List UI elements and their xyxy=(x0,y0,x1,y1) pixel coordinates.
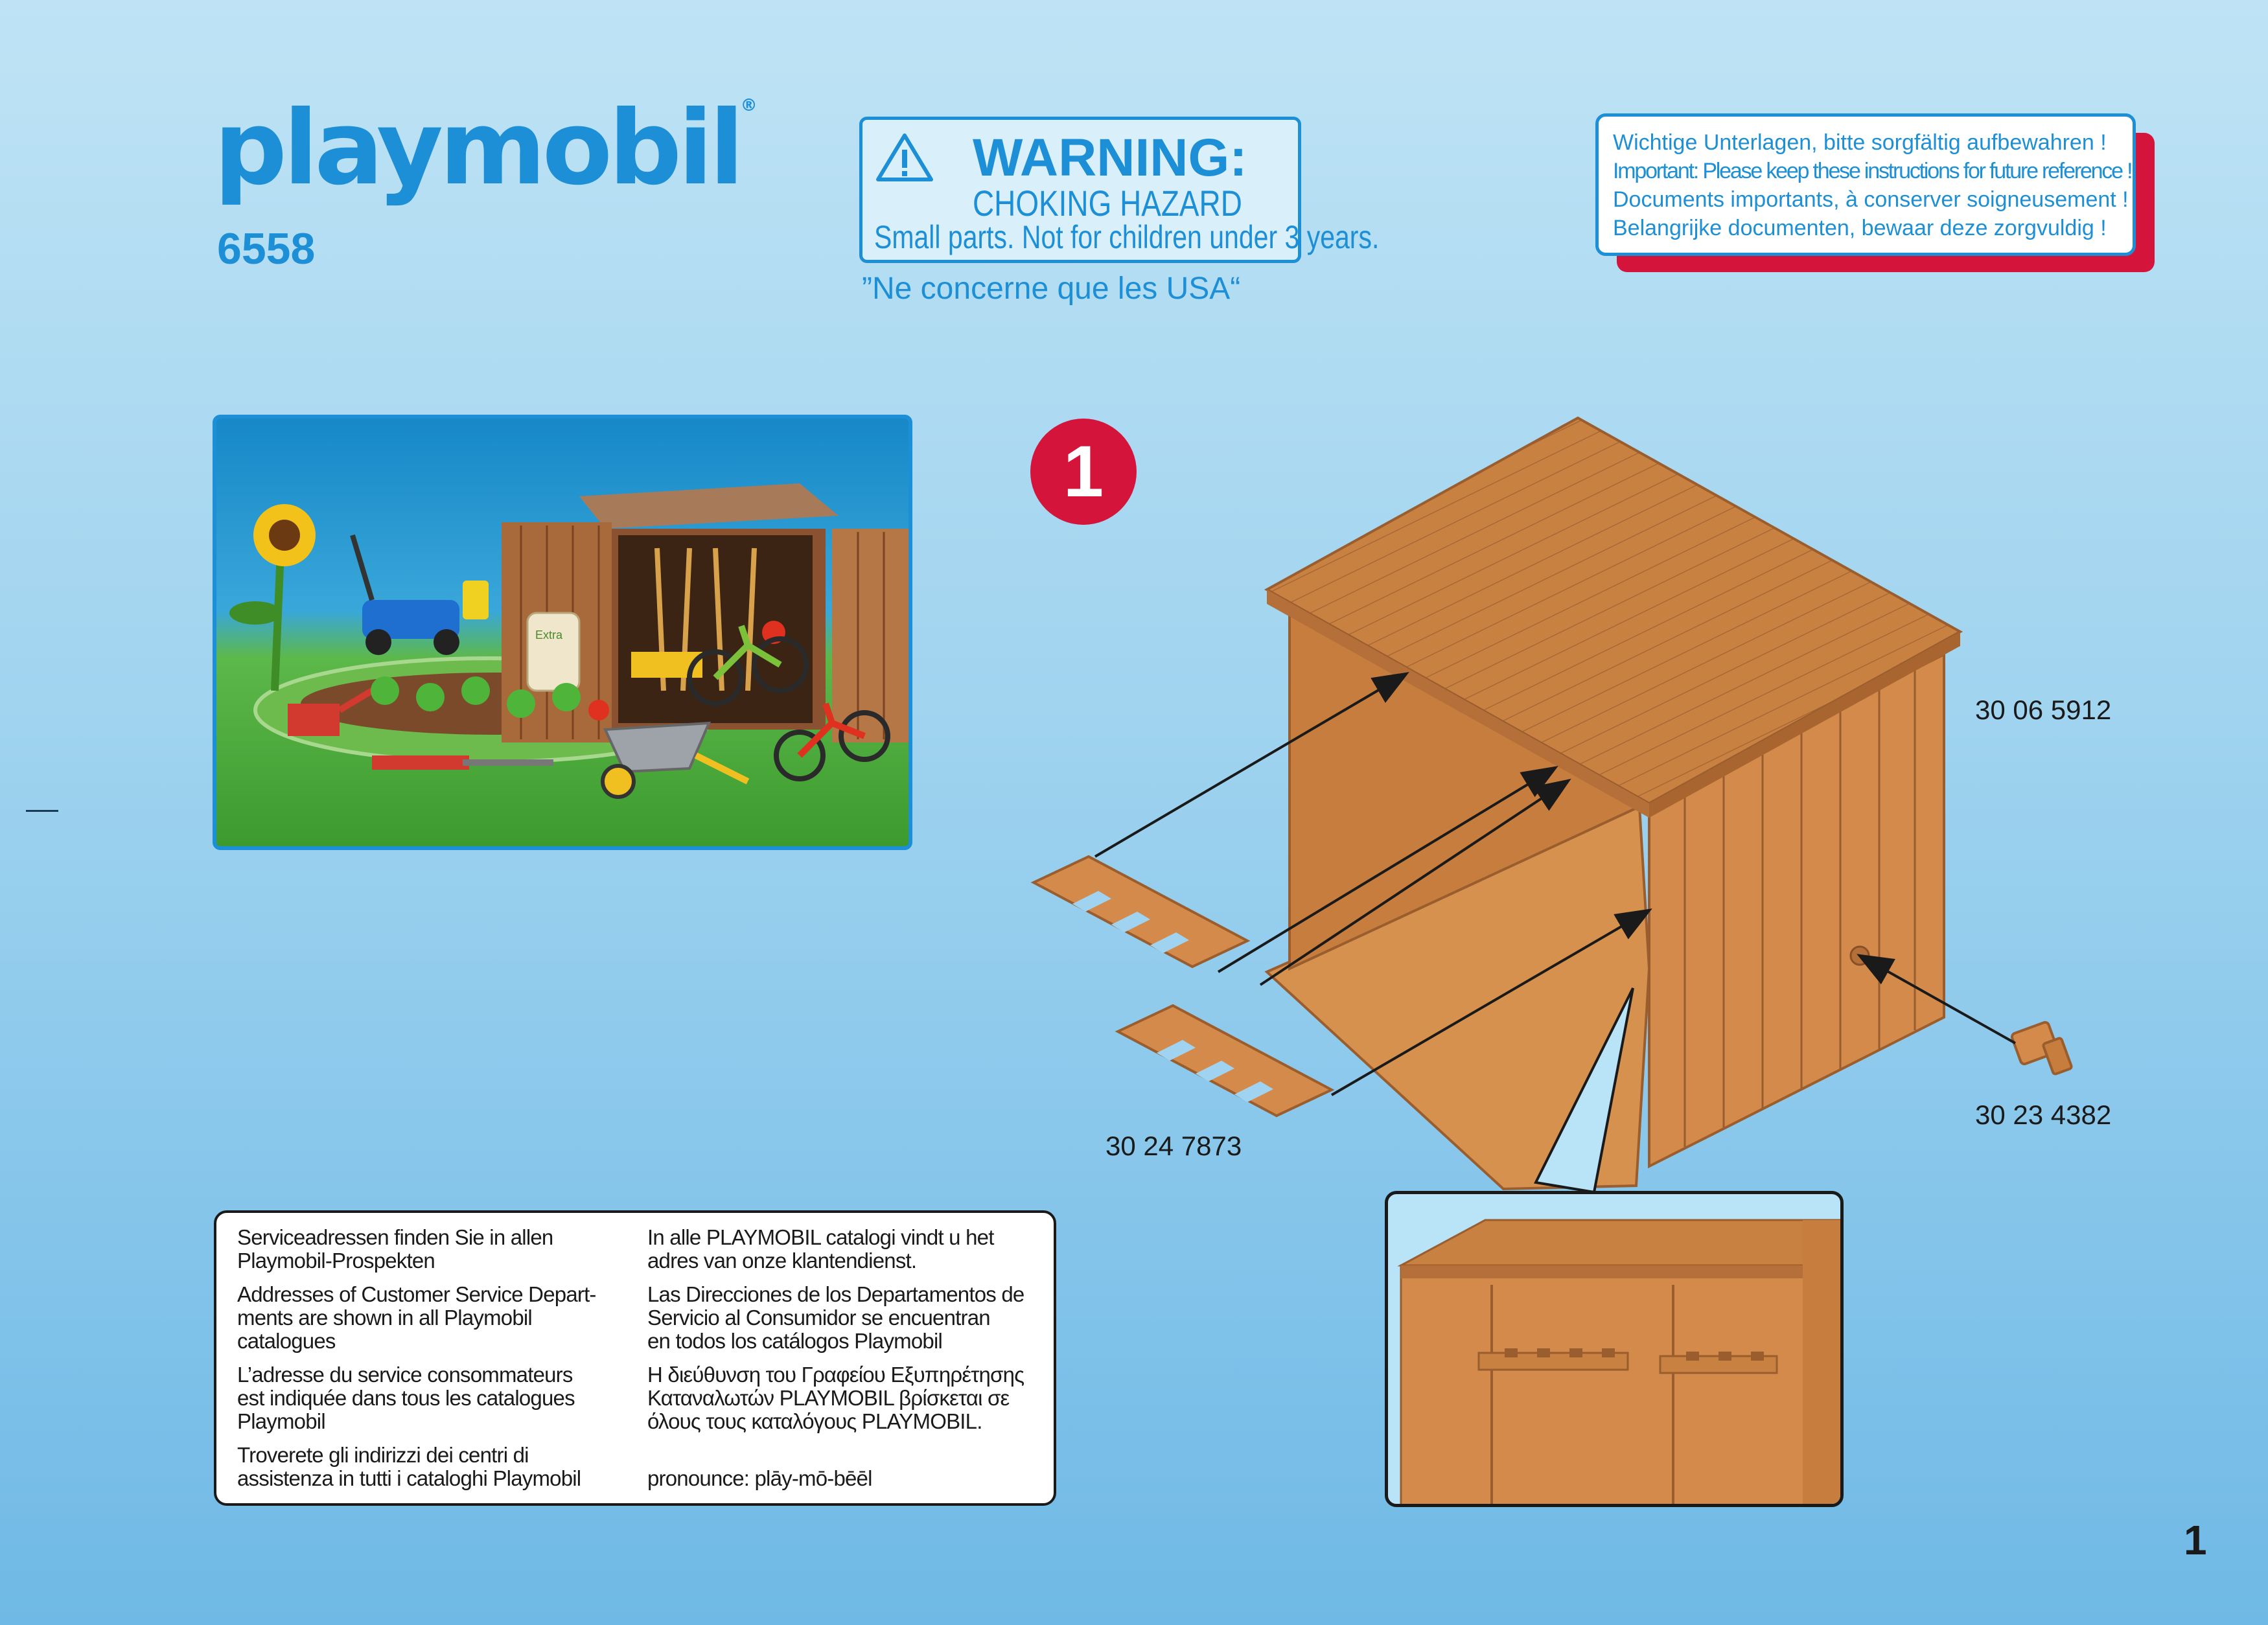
service-de xyxy=(237,1226,553,1273)
wall-clip-part xyxy=(2011,1021,2072,1074)
choking-hazard-text: CHOKING HAZARD xyxy=(973,183,1242,224)
service-es xyxy=(647,1283,1024,1353)
service-el xyxy=(647,1363,1024,1433)
detail-inset-drawing xyxy=(1388,1194,1840,1504)
service-fr-line3: Playmobil xyxy=(237,1409,325,1433)
docs-line-de: Wichtige Unterlagen, bitte sorgfältig aufbewahren ! xyxy=(1613,130,2107,155)
detail-inset xyxy=(1385,1191,1844,1507)
page-number: 1 xyxy=(2184,1517,2207,1563)
tool-rack-top xyxy=(1034,857,1247,967)
step-number-badge: 1 xyxy=(1030,419,1137,525)
customer-service-box xyxy=(214,1210,1056,1506)
docs-line-en: Important: Please keep these instructions for future reference ! xyxy=(1613,159,2132,183)
warning-title: WARNING: xyxy=(973,128,1247,187)
service-en-line1: Addresses of Customer Service Depart- xyxy=(237,1282,596,1306)
service-nl xyxy=(647,1226,994,1273)
service-nl-line1: In alle PLAYMOBIL catalogi vindt u het xyxy=(647,1225,994,1249)
service-el-line1: Η διεύθυνση του Γραφείου Εξυπηρέτησης xyxy=(647,1363,1024,1387)
service-fr xyxy=(237,1363,575,1433)
part-number-roof: 30 06 5912 xyxy=(1975,695,2112,725)
pronunciation: pronounce: plāy-mō-bēēl xyxy=(647,1466,872,1490)
service-en-line3: catalogues xyxy=(237,1329,336,1353)
service-es-line1: Las Direcciones de los Departamentos de xyxy=(647,1282,1024,1306)
docs-line-fr: Documents importants, à conserver soigneusement ! xyxy=(1613,187,2129,212)
service-el-line3: όλους τους καταλόγους PLAYMOBIL. xyxy=(647,1409,982,1433)
service-en xyxy=(237,1283,596,1353)
service-el-line2: Καταναλωτών PLAYMOBIL βρίσκεται σε xyxy=(647,1386,1010,1410)
set-number: 6558 xyxy=(217,224,316,273)
service-de-line1: Serviceadressen finden Sie in allen xyxy=(237,1225,553,1249)
small-parts-text: Small parts. Not for children under 3 years. xyxy=(874,219,1380,255)
logo-text: playmobil xyxy=(214,89,741,208)
service-it xyxy=(237,1444,581,1490)
service-it-line2: assistenza in tutti i cataloghi Playmobil xyxy=(237,1466,581,1490)
service-it-line1: Troverete gli indirizzi dei centri di xyxy=(237,1443,529,1467)
service-de-line2: Playmobil-Prospekten xyxy=(237,1249,435,1273)
service-fr-line1: L’adresse du service consommateurs xyxy=(237,1363,573,1387)
service-nl-line2: adres van onze klantendienst. xyxy=(647,1249,917,1273)
tool-rack-bottom xyxy=(1118,1006,1332,1116)
photo-bag-label: Extra xyxy=(535,628,563,641)
part-number-clip: 30 23 4382 xyxy=(1975,1100,2112,1130)
service-es-line2: Servicio al Consumidor se encuentran xyxy=(647,1306,990,1330)
part-number-rack: 30 24 7873 xyxy=(1105,1131,1242,1161)
usa-note: ”Ne concerne que les USA“ xyxy=(862,271,1241,306)
service-en-line2: ments are shown in all Playmobil xyxy=(237,1306,532,1330)
registered-mark: ® xyxy=(740,96,758,115)
service-fr-line2: est indiquée dans tous les catalogues xyxy=(237,1386,575,1410)
service-es-line3: en todos los catálogos Playmobil xyxy=(647,1329,943,1353)
docs-line-nl: Belangrijke documenten, bewaar deze zorgvuldig ! xyxy=(1613,216,2107,240)
